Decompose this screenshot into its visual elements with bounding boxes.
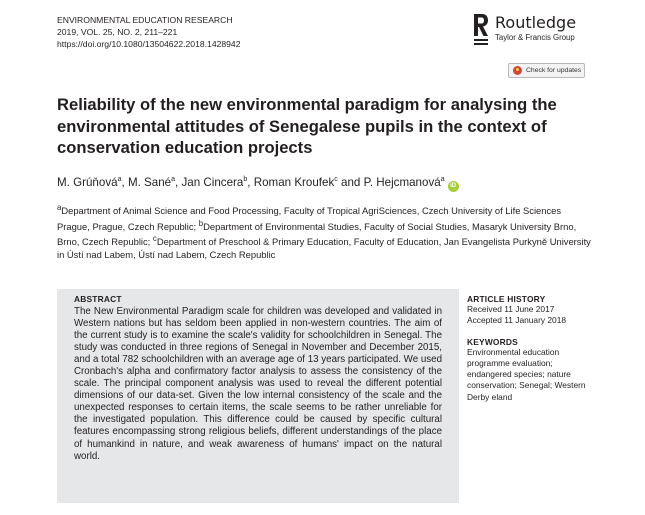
- accepted-date: Accepted 11 January 2018: [467, 315, 567, 326]
- article-title: Reliability of the new environmental paradigm for analysing the environmental attitudes of Senegalese pupils in the context of conservation education projects: [57, 95, 557, 157]
- affiliation-mark: a: [57, 203, 62, 212]
- author-separator: ,: [175, 176, 182, 189]
- journal-issue: 2019, VOL. 25, NO. 2, 211–221: [57, 27, 178, 37]
- article-history-heading: ARTICLE HISTORY: [467, 294, 546, 304]
- author-affiliation-mark: a: [117, 176, 122, 184]
- keywords-block: [467, 337, 597, 403]
- keywords-heading: KEYWORDS: [467, 336, 518, 347]
- affiliation-text: Department of Animal Science and Food Processing, Faculty of Tropical AgriSciences, Czech University of Life Sciences Prague, Prague, Czech Republic;: [57, 205, 562, 232]
- author-affiliation-mark: a: [440, 176, 445, 184]
- article-sidebar: [467, 294, 597, 403]
- orcid-icon[interactable]: iD: [448, 181, 459, 192]
- doi-link[interactable]: https://doi.org/10.1080/13504622.2018.1428942: [57, 39, 241, 49]
- publisher-logo: [473, 13, 576, 47]
- keywords-text: Environmental education programme evaluation; endangered species; nature conservation; Senegal; Western Derby eland: [467, 346, 586, 402]
- publisher-group: Taylor & Francis Group: [495, 33, 575, 42]
- author-name: Roman Kroufek: [253, 176, 335, 189]
- abstract-box: [57, 289, 459, 503]
- affiliation-text: Department of Preschool & Primary Education, Faculty of Education, Jan Evangelista Purkyně University in Ústí nad Labem, Ústí nad Labem, Czech Republic: [57, 236, 591, 261]
- abstract-text: The New Environmental Paradigm scale for children was developed and validated in Western nations but has seldom been applied in non-western countries. The aim of the current study is to examine the scale's validity for schoolchildren in Senegal. The study was conducted in three regions of Senegal in November and December 2015, and a total 782 schoolchildren with an average age of 13 years participated. We used Cronbach's alpha and confirmatory factor analysis to assess the consistency of the scale. The principal component analysis was used to reveal the different potential dimensions of our data-set. Given the low internal consistency of the scale and the unexpected responses to certain items, the scale seems to be rather unreliable for the investigated population. This difference could be caused by specific cultural features encompassing strong religious beliefs, different understandings of the place of humankind in nature, and weak awareness of humans' impact on the natural world.: [74, 306, 442, 462]
- author-separator: ,: [247, 176, 254, 189]
- author-name: M. Sané: [127, 176, 172, 189]
- affiliation-text: Department of Environmental Studies, Faculty of Social Studies, Masaryk University Brno, Brno, Czech Republic;: [57, 220, 577, 248]
- journal-name: ENVIRONMENTAL EDUCATION RESEARCH: [57, 15, 233, 25]
- author-affiliation-mark: c: [334, 176, 338, 184]
- check-for-updates-label: Check for updates: [526, 67, 582, 74]
- author-affiliation-mark: b: [243, 176, 248, 184]
- author-separator: and: [337, 176, 364, 189]
- author-name: Jan Cincera: [181, 176, 244, 189]
- affiliations: [57, 202, 591, 262]
- crossmark-icon: [513, 66, 522, 75]
- journal-meta: [57, 14, 241, 50]
- check-for-updates-button[interactable]: [508, 63, 585, 78]
- author-list: [57, 176, 597, 192]
- affiliation-mark: b: [198, 218, 204, 228]
- affiliation-mark: c: [152, 234, 157, 244]
- author-name: M. Grúňová: [57, 176, 118, 189]
- author-separator: ,: [121, 176, 128, 189]
- author-name: P. Hejcmanová: [363, 176, 441, 189]
- abstract-heading: ABSTRACT: [74, 294, 122, 304]
- received-date: Received 11 June 2017: [467, 304, 555, 314]
- routledge-r-logo-icon: [473, 13, 489, 47]
- author-affiliation-mark: a: [171, 176, 176, 184]
- publisher-name: Routledge: [495, 13, 577, 32]
